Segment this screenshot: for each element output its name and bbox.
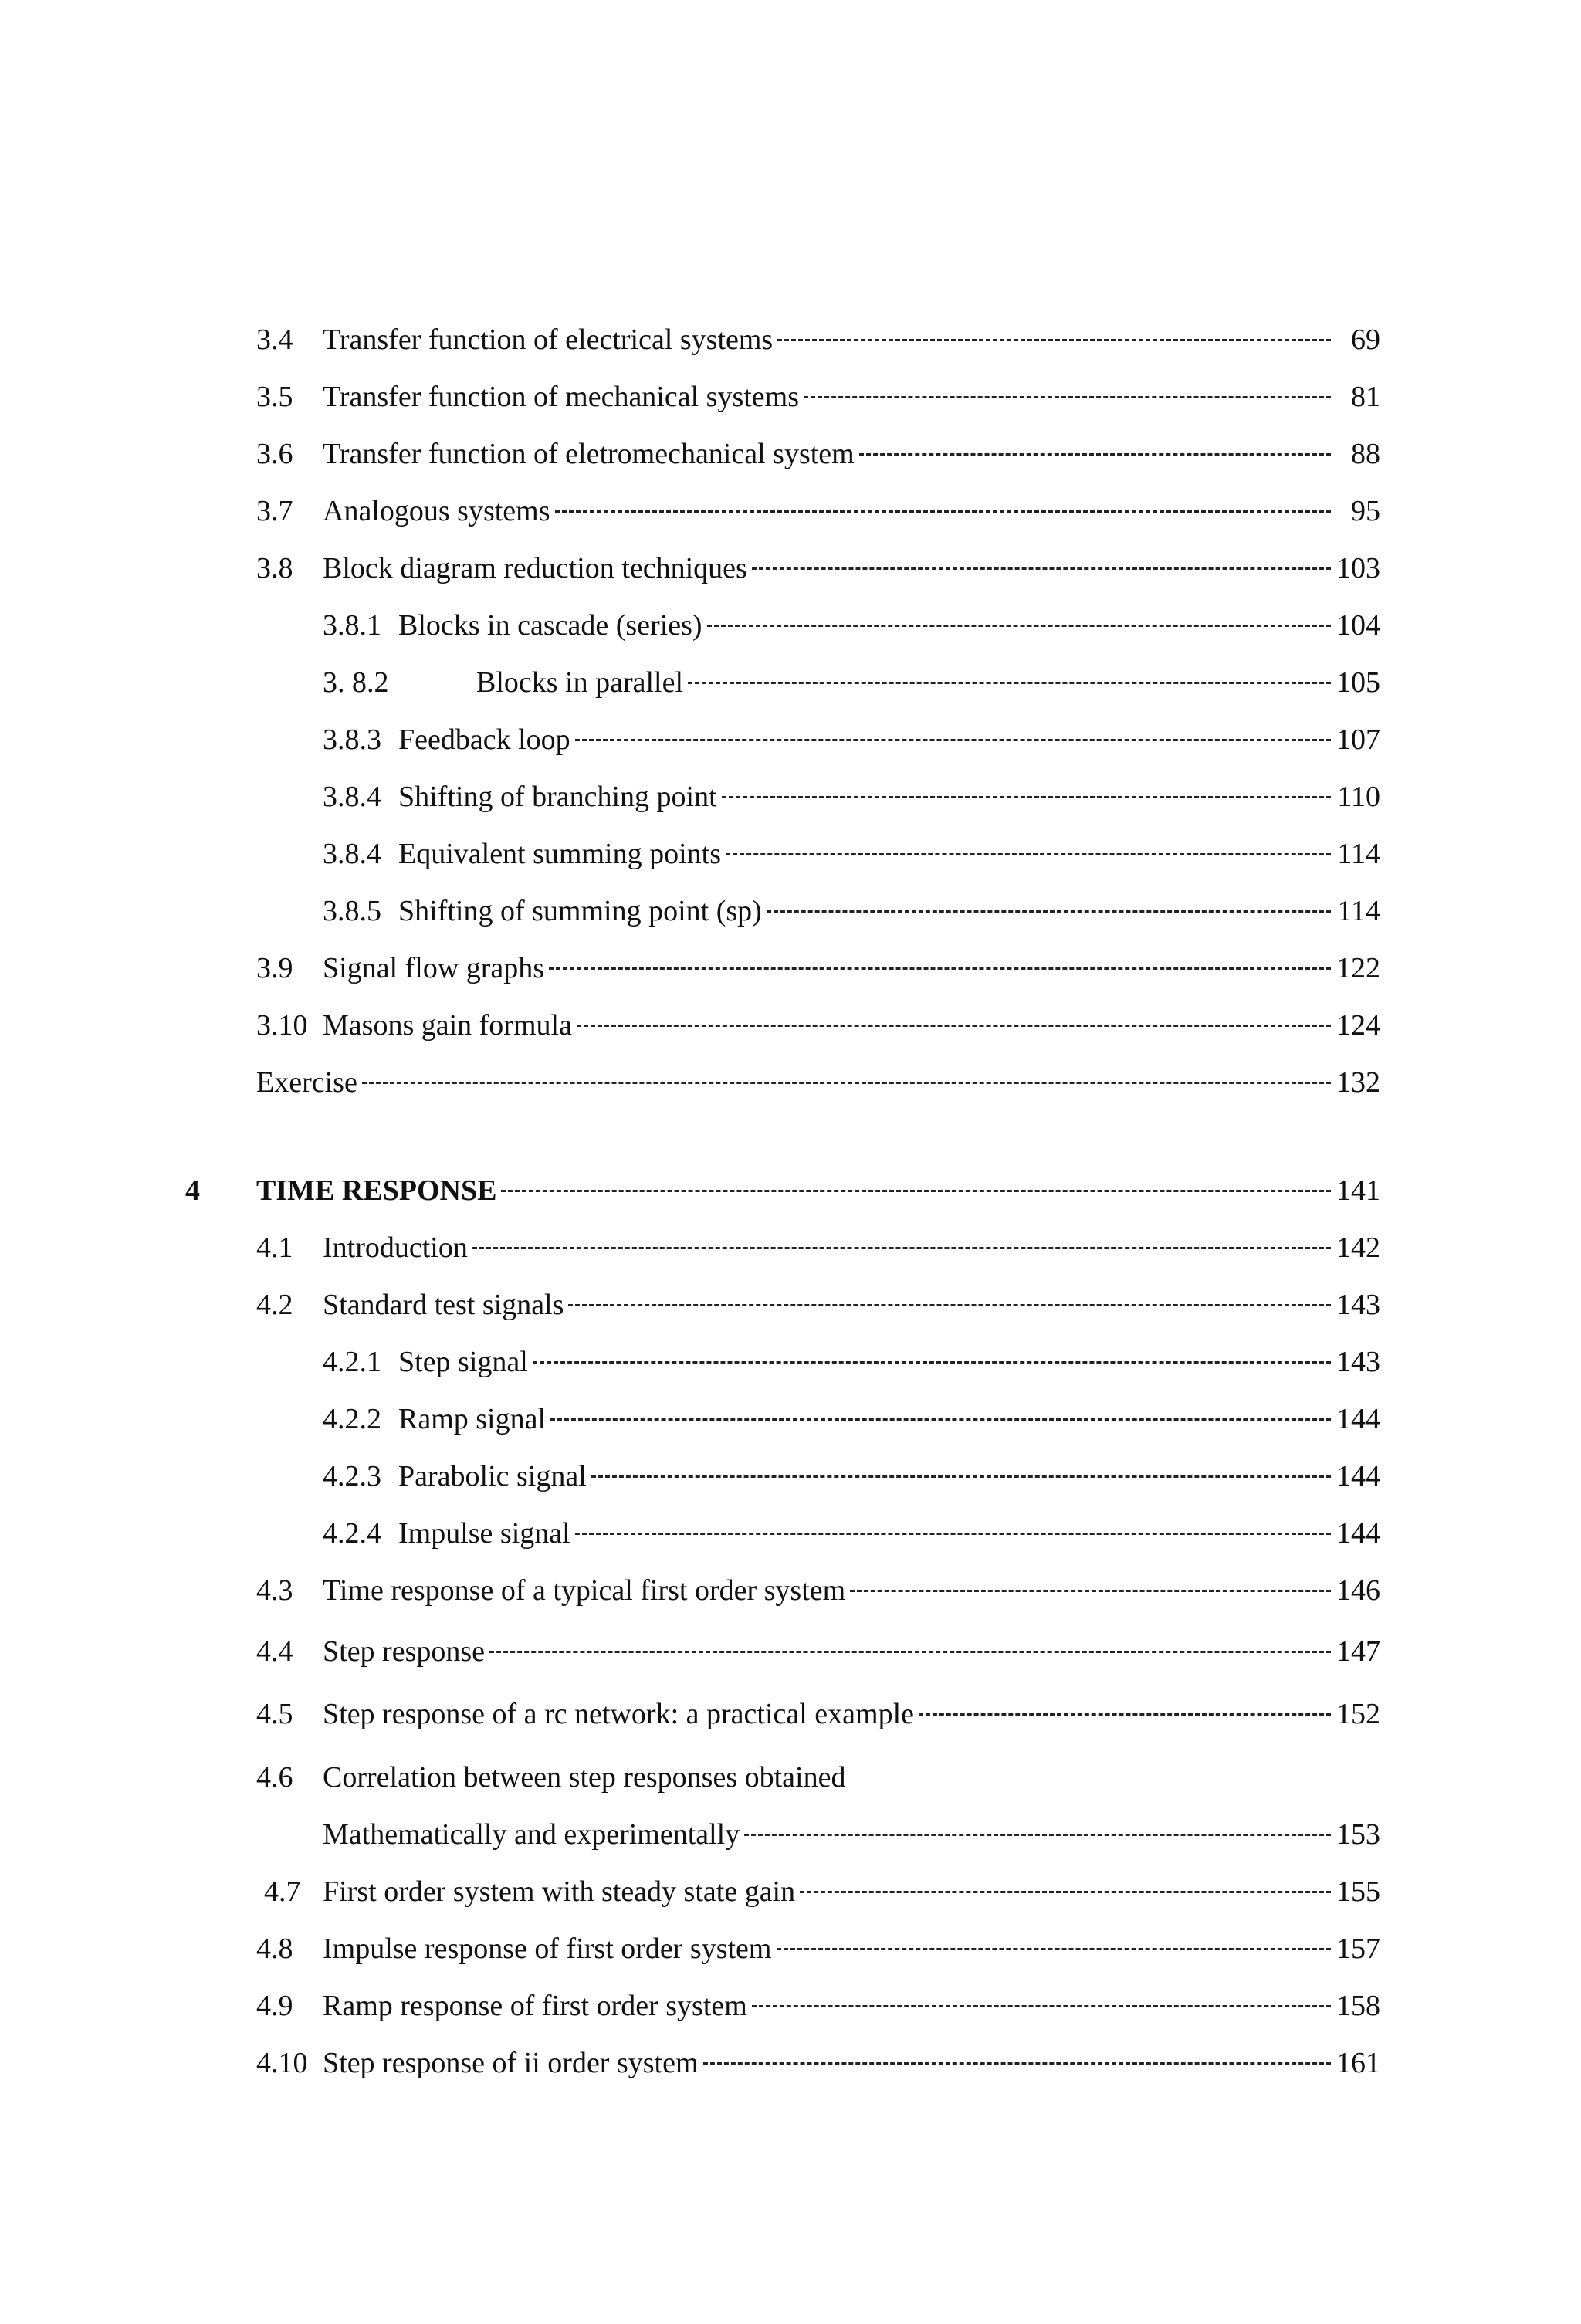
toc-entry — [323, 432, 1380, 476]
dot-leader — [707, 624, 1331, 627]
toc-entry — [398, 1455, 1380, 1498]
dot-leader — [722, 795, 1331, 798]
page-number: 114 — [1337, 838, 1380, 870]
toc-row — [0, 1226, 1581, 1269]
page-number: 122 — [1336, 952, 1380, 984]
toc-entry — [323, 490, 1380, 533]
toc-row — [0, 1283, 1581, 1326]
dot-leader — [767, 910, 1331, 913]
section-number: 4.5 — [256, 1698, 293, 1730]
dot-leader — [550, 1418, 1331, 1421]
toc-chapter-row — [0, 1169, 1581, 1212]
toc-row — [0, 1692, 1581, 1736]
toc-entry — [398, 718, 1380, 761]
dot-leader — [591, 1475, 1331, 1478]
page-number: 161 — [1336, 2047, 1380, 2079]
dot-leader — [726, 852, 1331, 855]
page-number: 142 — [1336, 1231, 1380, 1264]
section-number: 3.4 — [256, 324, 293, 356]
toc-row — [0, 604, 1581, 647]
toc-entry — [256, 1169, 1380, 1212]
section-number: 3.8.3 — [323, 723, 381, 756]
toc-row — [0, 547, 1581, 590]
section-title: Impulse response of first order system — [323, 1933, 772, 1965]
toc-entry — [398, 1397, 1380, 1441]
dot-leader — [688, 681, 1331, 684]
dot-leader — [850, 1589, 1331, 1592]
toc-row — [0, 1984, 1581, 2028]
page-number: 69 — [1351, 324, 1380, 356]
section-title: Step signal — [398, 1346, 528, 1378]
section-title: Introduction — [323, 1231, 468, 1264]
dot-leader — [533, 1360, 1331, 1364]
section-title: Step response — [323, 1635, 486, 1668]
chapter-number: 4 — [185, 1174, 200, 1207]
section-number: 4.7 — [264, 1875, 301, 1908]
page-number: 143 — [1336, 1346, 1380, 1378]
toc-entry — [398, 604, 1380, 647]
section-title: Shifting of branching point — [398, 781, 717, 813]
toc-row — [0, 1630, 1581, 1673]
section-number: 4.4 — [256, 1635, 293, 1668]
section-title: Analogous systems — [323, 495, 550, 527]
toc-row — [0, 889, 1581, 933]
section-number: 3.9 — [256, 952, 293, 984]
section-title: Signal flow graphs — [323, 952, 545, 984]
dot-leader — [859, 452, 1331, 456]
page-number: 103 — [1336, 552, 1380, 584]
section-title: Correlation between step responses obtained — [323, 1761, 846, 1794]
toc-row — [0, 1756, 1581, 1799]
toc-entry — [323, 1004, 1380, 1047]
dot-leader — [575, 1532, 1331, 1535]
section-number: 4.1 — [256, 1231, 293, 1264]
section-title: Ramp response of first order system — [323, 1990, 747, 2022]
dot-leader — [362, 1081, 1331, 1084]
toc-entry — [398, 1340, 1380, 1384]
dot-leader — [777, 338, 1331, 341]
toc-row — [0, 1870, 1581, 1913]
page-number: 141 — [1336, 1174, 1380, 1207]
toc-row — [0, 1927, 1581, 1970]
section-number: 3.8.5 — [323, 895, 381, 927]
toc-entry — [398, 889, 1380, 933]
section-title: Equivalent summing points — [398, 838, 721, 870]
toc-entry — [323, 1226, 1380, 1269]
toc-entry — [476, 661, 1380, 704]
page-number: 155 — [1336, 1875, 1380, 1908]
section-number: 4.2.3 — [323, 1460, 381, 1492]
toc-entry — [323, 547, 1380, 590]
section-number: 3.8.4 — [323, 781, 381, 813]
toc-entry — [323, 947, 1380, 990]
section-title: Step response of a rc network: a practical example — [323, 1698, 915, 1730]
toc-entry — [323, 2041, 1380, 2085]
dot-leader — [577, 1024, 1331, 1027]
section-title: Block diagram reduction techniques — [323, 552, 747, 584]
section-title: Transfer function of electrical systems — [323, 324, 774, 356]
toc-row — [0, 775, 1581, 818]
dot-leader — [800, 1890, 1331, 1893]
section-title: Transfer function of mechanical systems — [323, 381, 799, 413]
dot-leader — [777, 1947, 1332, 1950]
page-number: 88 — [1351, 438, 1380, 470]
dot-leader — [555, 510, 1332, 513]
toc-entry — [323, 1927, 1380, 1970]
section-title-continued: Mathematically and experimentally — [323, 1818, 740, 1851]
section-number: 3.8.4 — [323, 838, 381, 870]
toc-entry — [398, 1512, 1380, 1555]
toc-row — [0, 947, 1581, 990]
toc-entry — [398, 832, 1380, 876]
dot-leader — [752, 2004, 1331, 2007]
page-number: 105 — [1336, 666, 1380, 699]
page-number: 158 — [1336, 1990, 1380, 2022]
section-number: 4.6 — [256, 1761, 293, 1794]
section-number: 4.2.2 — [323, 1403, 381, 1435]
section-number: 3.5 — [256, 381, 293, 413]
page-number: 81 — [1351, 381, 1380, 413]
section-number: 3. 8.2 — [323, 666, 389, 699]
page-number: 107 — [1336, 723, 1380, 756]
dot-leader — [501, 1189, 1331, 1192]
toc-entry — [323, 1283, 1380, 1326]
page-number: 144 — [1336, 1460, 1380, 1492]
toc-row — [0, 718, 1581, 761]
section-title: First order system with steady state gain — [323, 1875, 796, 1908]
toc-row — [0, 661, 1581, 704]
toc-row — [0, 490, 1581, 533]
toc-entry — [256, 1061, 1380, 1104]
section-number: 3.6 — [256, 438, 293, 470]
toc-row — [0, 1340, 1581, 1384]
page-number: 132 — [1336, 1066, 1380, 1099]
section-title: Parabolic signal — [398, 1460, 587, 1492]
section-title: Ramp signal — [398, 1403, 547, 1435]
dot-leader — [472, 1246, 1331, 1249]
toc-entry — [323, 1692, 1380, 1736]
dot-leader — [703, 2061, 1331, 2065]
section-title: Shifting of summing point (sp) — [398, 895, 762, 927]
section-number: 4.2.1 — [323, 1346, 381, 1378]
section-number: 3.10 — [256, 1009, 308, 1042]
page-number: 104 — [1336, 609, 1380, 642]
section-number: 3.8 — [256, 552, 293, 584]
page-number: 143 — [1336, 1289, 1380, 1321]
toc-row — [0, 2041, 1581, 2085]
dot-leader — [919, 1713, 1331, 1716]
dot-leader — [804, 395, 1331, 398]
toc-entry — [323, 1569, 1380, 1612]
toc-entry — [323, 318, 1380, 361]
section-number: 3.7 — [256, 495, 293, 527]
dot-leader — [744, 1833, 1331, 1836]
section-title: Step response of ii order system — [323, 2047, 699, 2079]
section-number: 4.3 — [256, 1574, 293, 1607]
page-number: 153 — [1336, 1818, 1380, 1851]
section-title: Blocks in cascade (series) — [398, 609, 702, 642]
dot-leader — [575, 738, 1331, 741]
section-title: Blocks in parallel — [476, 666, 684, 699]
section-number: 4.2.4 — [323, 1517, 381, 1550]
dot-leader — [549, 967, 1331, 970]
section-title: Masons gain formula — [323, 1009, 572, 1042]
toc-entry — [323, 1813, 1380, 1856]
page-number: 144 — [1336, 1403, 1380, 1435]
chapter-title: TIME RESPONSE — [256, 1174, 497, 1207]
page-number: 110 — [1337, 781, 1380, 813]
section-number: 3.8.1 — [323, 609, 381, 642]
toc-entry — [323, 375, 1380, 418]
section-title: Transfer function of eletromechanical system — [323, 438, 855, 470]
section-title: Feedback loop — [398, 723, 570, 756]
toc-entry — [323, 1984, 1380, 2028]
section-number: 4.8 — [256, 1933, 293, 1965]
page-number: 146 — [1336, 1574, 1380, 1607]
toc-row — [0, 318, 1581, 361]
page-number: 157 — [1336, 1933, 1380, 1965]
page-number: 147 — [1336, 1635, 1380, 1668]
page-number: 144 — [1336, 1517, 1380, 1550]
toc-row — [0, 1455, 1581, 1498]
page-number: 152 — [1336, 1698, 1380, 1730]
toc-entry — [323, 1630, 1380, 1673]
toc-entry — [398, 775, 1380, 818]
dot-leader — [489, 1650, 1331, 1653]
dot-leader — [752, 567, 1331, 570]
section-title: Exercise — [256, 1066, 357, 1099]
dot-leader — [568, 1303, 1331, 1306]
section-title: Standard test signals — [323, 1289, 564, 1321]
section-number: 4.9 — [256, 1990, 293, 2022]
section-title: Time response of a typical first order system — [323, 1574, 846, 1607]
section-number: 4.2 — [256, 1289, 293, 1321]
toc-entry — [323, 1870, 1380, 1913]
toc-row — [0, 375, 1581, 418]
toc-row — [0, 1397, 1581, 1441]
toc-row — [0, 832, 1581, 876]
toc-row — [0, 1004, 1581, 1047]
toc-row — [0, 1813, 1581, 1856]
toc-row — [0, 1061, 1581, 1104]
page-number: 114 — [1337, 895, 1380, 927]
toc-row — [0, 432, 1581, 476]
page-number: 95 — [1351, 495, 1380, 527]
section-title: Impulse signal — [398, 1517, 570, 1550]
toc-row — [0, 1569, 1581, 1612]
section-number: 4.10 — [256, 2047, 308, 2079]
page-number: 124 — [1336, 1009, 1380, 1042]
toc-row — [0, 1512, 1581, 1555]
